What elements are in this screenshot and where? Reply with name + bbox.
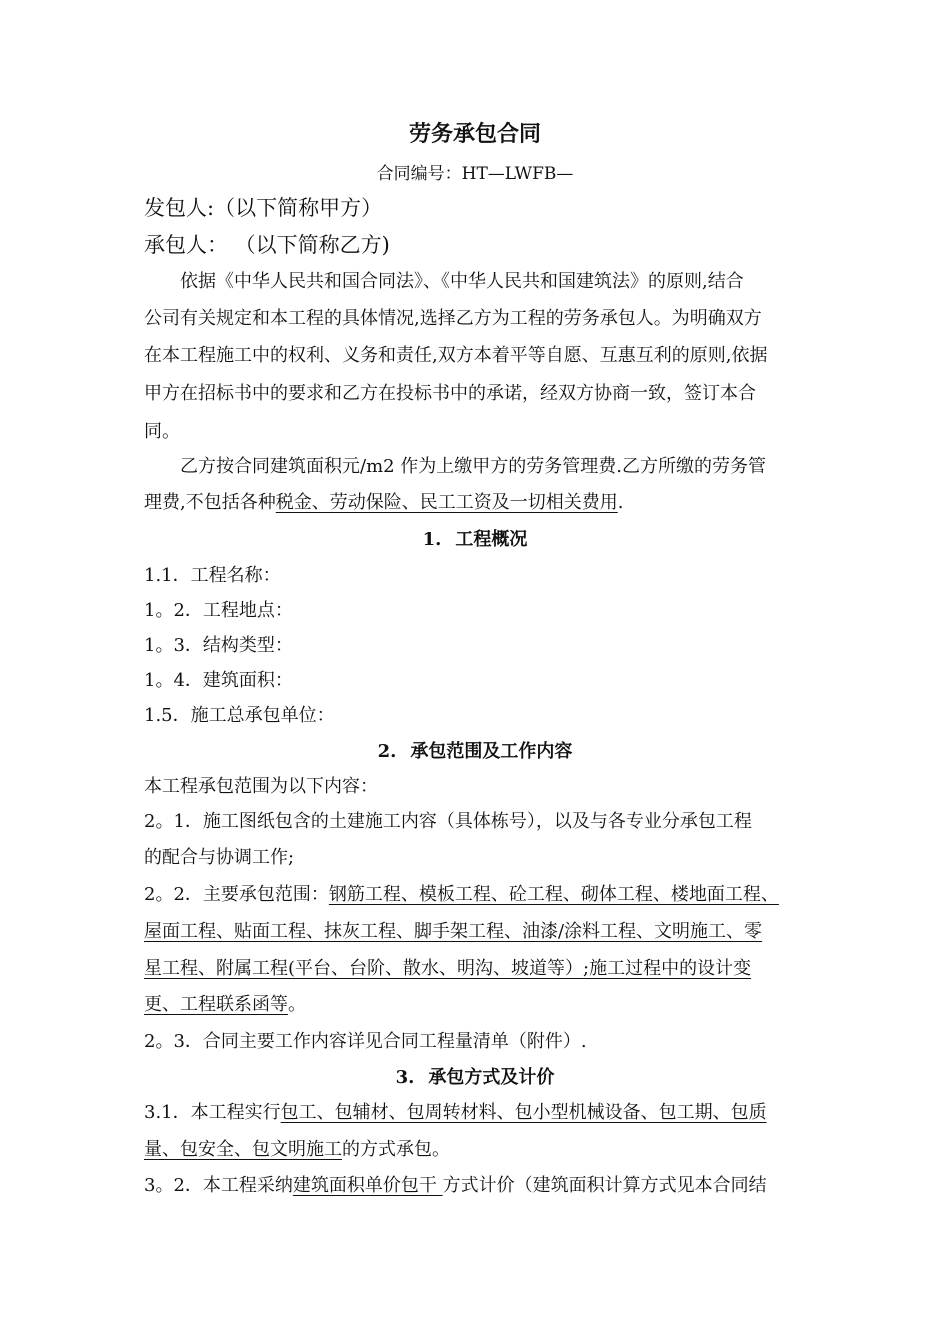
method-item-1: [144, 1101, 767, 1125]
section-number: 2.: [377, 741, 397, 762]
pricing-method: 建筑面积单价包干: [292, 1175, 443, 1196]
method-text: 的方式承包。: [342, 1139, 450, 1160]
section-title: 承包范围及工作内容: [410, 741, 573, 762]
intro-line: 甲方在招标书中的要求和乙方在投标书中的承诺，经双方协商一致，签订本合: [144, 383, 756, 404]
scope-lead: 本工程承包范围为以下内容：: [144, 776, 378, 797]
contract-inclusions: 量、包安全、包文明施工: [144, 1139, 342, 1160]
section-title: 工程概况: [455, 529, 528, 550]
general-contractor-item: 1.5．施工总承包单位：: [144, 705, 335, 726]
contract-number: 合同编号：HT—LWFB—: [376, 164, 574, 184]
scope-text: 。: [288, 994, 306, 1015]
project-location-item: 1。2．工程地点：: [144, 600, 293, 621]
scope-item-2-label: 2。2．主要承包范围：: [144, 884, 329, 905]
fee-text: .: [617, 492, 624, 513]
scope-works-end: [144, 993, 306, 1017]
project-name-item: 1.1．工程名称：: [144, 565, 281, 586]
section-number: 1.: [422, 529, 442, 550]
section-2-heading: [0, 740, 950, 764]
contract-inclusions: 包工、包辅材、包周转材料、包小型机械设备、包工期、包质: [280, 1102, 767, 1123]
method-item-1-cont: [144, 1138, 450, 1162]
fee-text: 理费,不包括各种: [144, 492, 276, 513]
structure-type-item: 1。3．结构类型：: [144, 635, 293, 656]
fee-line: 乙方按合同建筑面积元/m2 作为上缴甲方的劳务管理费.乙方所缴的劳务管: [180, 456, 767, 477]
section-3-heading: [0, 1066, 950, 1090]
fee-exclusions: 税金、劳动保险、民工工资及一切相关费用: [275, 492, 618, 513]
document-title: 劳务承包合同: [408, 121, 541, 147]
scope-works: 钢筋工程、模板工程、砼工程、砌体工程、楼地面工程、: [328, 884, 779, 905]
party-a-line: 发包人:（以下简称甲方）: [144, 196, 383, 220]
scope-item-2: [144, 883, 779, 907]
intro-line: 同。: [144, 421, 180, 442]
scope-item-1: 2。1．施工图纸包含的土建施工内容（具体栋号），以及与各专业分承包工程: [144, 811, 752, 832]
section-1-heading: [0, 528, 950, 552]
intro-line: 公司有关规定和本工程的具体情况,选择乙方为工程的劳务承包人。为明确双方: [144, 308, 762, 329]
building-area-item: 1。4．建筑面积：: [144, 670, 293, 691]
method-text: 方式计价（建筑面积计算方式见本合同结: [442, 1175, 767, 1196]
intro-line: 在本工程施工中的权利、义务和责任,双方本着平等自愿、互惠互利的原则,依据: [144, 345, 768, 366]
method-item-1-label: 3.1．本工程实行: [144, 1102, 281, 1123]
method-item-2: [144, 1174, 767, 1198]
scope-item-1-cont: 的配合与协调工作;: [144, 847, 295, 868]
scope-works: 屋面工程、贴面工程、抹灰工程、脚手架工程、油漆/涂料工程、文明施工、零: [144, 921, 763, 942]
scope-item-3: 2。3．合同主要工作内容详见合同工程量清单（附件）.: [144, 1031, 587, 1052]
section-title: 承包方式及计价: [428, 1067, 555, 1088]
method-item-2-label: 3。2．本工程采纳: [144, 1175, 293, 1196]
fee-line: [144, 491, 623, 515]
scope-works: 更、工程联系函等: [144, 994, 288, 1015]
scope-works: 星工程、附属工程(平台、台阶、散水、明沟、坡道等）;施工过程中的设计变: [144, 958, 752, 979]
party-b-line: 承包人： （以下简称乙方): [144, 233, 390, 257]
section-number: 3.: [395, 1067, 415, 1088]
intro-line: 依据《中华人民共和国合同法》、《中华人民共和国建筑法》的原则,结合: [180, 271, 744, 292]
